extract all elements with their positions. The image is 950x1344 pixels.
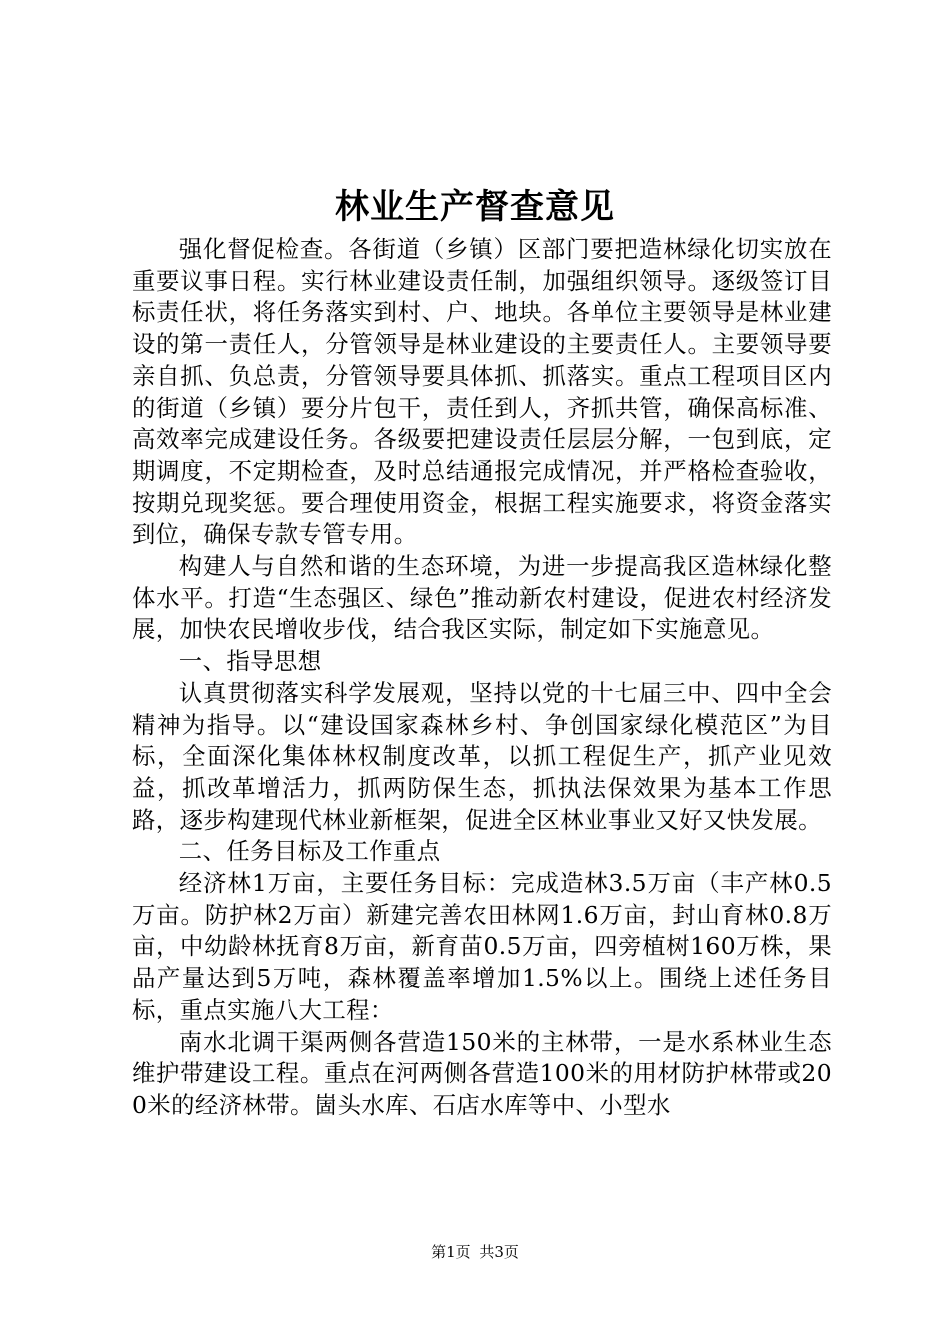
paragraph-supervision: 强化督促检查。各街道（乡镇）区部门要把造林绿化切实放在重要议事日程。实行林业建设责任制，加强组织领导。逐级签订目标责任状，将任务落实到村、户、地块。各单位主要领导是林业建设的第一责任人，分管领导是林业建设的主要责任人。主要领导要亲自抓、负总责，分管领导要具体抓、抓落实。重点工程项目区内的街道（乡镇）要分片包干，责任到人，齐抓共管，确保高标准、高效率完成建设任务。各级要把建设责任层层分解，一包到底，定期调度，不定期检查，及时总结通报完成情况，并严格检查验收，按期兑现奖惩。要合理使用资金，根据工程实施要求，将资金落实到位，确保专款专管专用。 <box>132 235 832 549</box>
paragraph-water-forest-project: 南水北调干渠两侧各营造150米的主林带，一是水系林业生态维护带建设工程。重点在河两侧各营造100米的用材防护林带或200米的经济林带。崮头水库、石店水库等中、小型水 <box>132 1027 832 1119</box>
paragraph-guiding-ideology: 认真贯彻落实科学发展观，坚持以党的十七届三中、四中全会精神为指导。以“建设国家森林乡村、争创国家绿化模范区”为目标，全面深化集体林权制度改革，以抓工程促生产，抓产业见效益，抓改革增活力，抓两防保生态，抓执法保效果为基本工作思路，逐步构建现代林业新框架，促进全区林业事业又好又快发展。 <box>132 678 832 834</box>
paragraph-environment: 构建人与自然和谐的生态环境，为进一步提高我区造林绿化整体水平。打造“生态强区、绿色”推动新农村建设，促进农村经济发展，加快农民增收步伐，结合我区实际，制定如下实施意见。 <box>132 552 832 644</box>
document-title: 林业生产督查意见 <box>335 187 615 227</box>
document-body <box>132 234 832 1122</box>
page-total: 共3页 <box>479 1243 519 1261</box>
section-heading-tasks: 二、任务目标及工作重点 <box>178 837 441 866</box>
page-footer <box>0 1241 950 1263</box>
page-number: 第1页 <box>431 1243 471 1261</box>
paragraph-task-targets: 经济林1万亩，主要任务目标：完成造林3.5万亩（丰产林0.5万亩。防护林2万亩）新建完善农田林网1.6万亩，封山育林0.8万亩，中幼龄林抚育8万亩，新育苗0.5万亩，四旁植树160万株，果品产量达到5万吨，森林覆盖率增加1.5%以上。围绕上述任务目标，重点实施八大工程： <box>132 869 832 1024</box>
section-heading-guiding-ideology: 一、指导思想 <box>178 647 322 676</box>
